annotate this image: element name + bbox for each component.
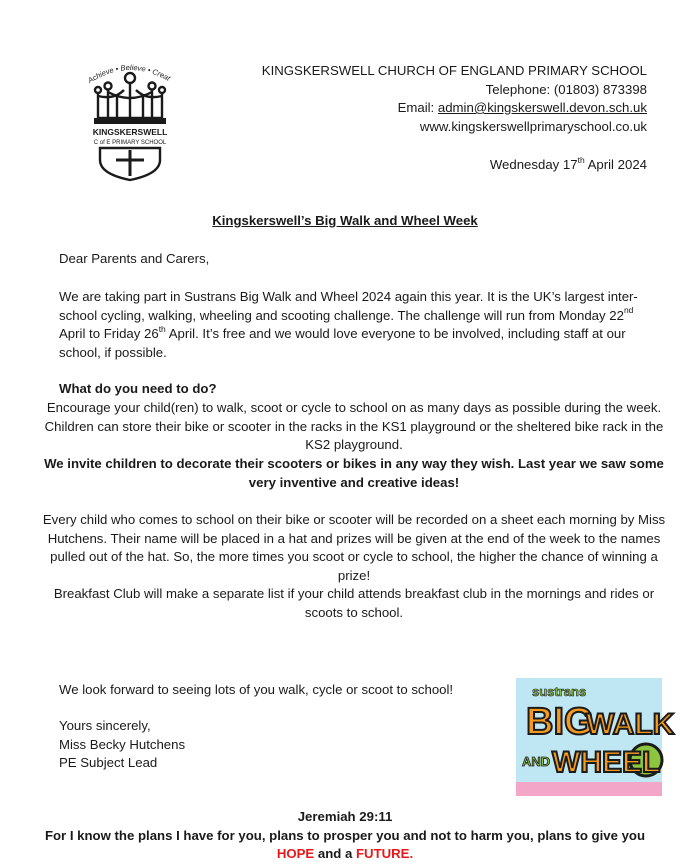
signatory-name: Miss Becky Hutchens — [59, 736, 186, 752]
closing-line: We look forward to seeing lots of you walk, cycle or scoot to school! — [59, 682, 454, 697]
bible-quote — [0, 808, 690, 864]
invite-paragraph: We invite children to decorate their scooters or bikes in any way they wish. Last year we saw some very inventive and creative ideas! — [44, 456, 664, 490]
email-link[interactable]: admin@kingskerswell.devon.sch.uk — [437, 100, 647, 115]
signatory-role: PE Subject Lead — [59, 755, 158, 770]
instructions-paragraph: Encourage your child(ren) to walk, scoot or cycle to school on as many days as possible during the week. Children can store their bike or scooter in the racks in the KS1 playground or the sheltered bike rack in the KS2 playground. — [44, 400, 664, 452]
email-line — [262, 99, 647, 118]
badge-brand: sustrans — [532, 684, 587, 699]
quote-line1: For I know the plans I have for you, plans to prosper you and not to harm you, plans to give you — [44, 827, 646, 843]
logo-motto: Achieve • Believe • Creat — [86, 62, 172, 85]
badge-word-big: BIG — [526, 701, 594, 743]
telephone: Telephone: (01803) 873398 — [485, 81, 647, 97]
big-walk-wheel-logo — [516, 678, 675, 796]
intro-paragraph: We are taking part in Sustrans Big Walk and Wheel 2024 again this year. It is the UK’s largest inter-school cycling, walking, wheeling and scooting challenge. The challenge will run from Monday 22nd April to Friday 26th April. It’s free and we would love everyone to be involved, including staff at our school, if possible. — [59, 289, 638, 360]
prizes-paragraph: Every child who comes to school on their bike or scooter will be recorded on a sheet each morning by Miss Hutchens. Their name will be placed in a hat and prizes will be given at the end of the week to the names pulled out of the hat. So, the more times you scoot or cycle to school, the higher the chance of winning a prize! — [42, 512, 666, 583]
greeting: Dear Parents and Carers, — [59, 251, 210, 266]
school-header — [262, 62, 647, 136]
quote-line2: HOPE and a FUTURE. — [276, 846, 414, 861]
section-heading: What do you need to do? — [59, 381, 217, 396]
svg-text:Achieve • Believe • Create — [84, 56, 173, 86]
signoff: Yours sincerely, — [59, 718, 151, 733]
breakfast-paragraph: Breakfast Club will make a separate list if your child attends breakfast club in the mornings and rides or scoots to school. — [53, 586, 655, 620]
website: www.kingskerswellprimaryschool.co.uk — [419, 118, 647, 134]
badge-word-wheel: WHEEL — [552, 746, 661, 779]
cross-icon — [116, 150, 144, 176]
letter-title: Kingskerswell’s Big Walk and Wheel Week — [212, 213, 478, 228]
signature-block — [59, 717, 185, 773]
email-label: Email: — [397, 100, 438, 115]
school-name: KINGSKERSWELL CHURCH OF ENGLAND PRIMARY SCHOOL — [261, 63, 647, 78]
logo-name-line1: KINGSKERSWELL — [92, 127, 168, 137]
quote-reference: Jeremiah 29:11 — [297, 809, 393, 824]
badge-word-and: AND — [522, 754, 551, 769]
badge-word-walk: WALK — [586, 708, 675, 741]
logo-name-line2: C of E PRIMARY SCHOOL — [93, 140, 167, 146]
school-logo — [84, 56, 176, 182]
letter-date: Wednesday 17th April 2024 — [489, 154, 647, 172]
